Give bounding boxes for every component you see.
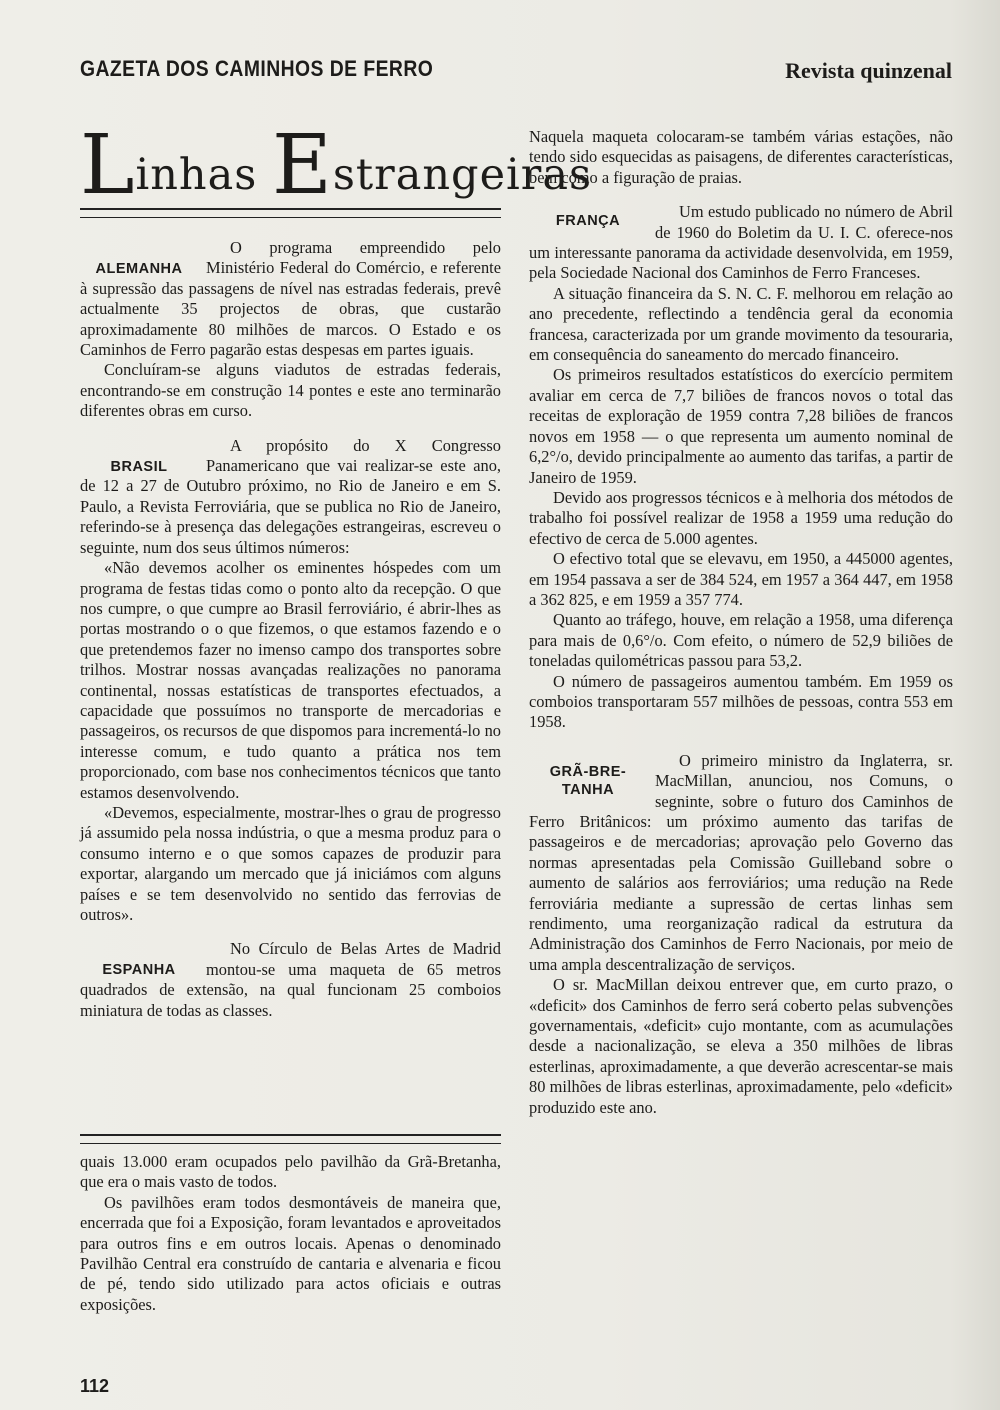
paragraph: Naquela maqueta colocaram-se também várias estações, não tendo sido esquecidas as paisagens, de diferentes características, bem como a figuração de praias. [529, 127, 953, 187]
country-label-alemanha: ALEMANHA [95, 261, 183, 277]
page-number: 112 [80, 1376, 110, 1396]
paragraph: Um estudo publicado no número de Abril de 1960 do Boletim da U. I. C. oferece-nos um interessante panorama da actividade desenvolvida, em 1959, pela Sociedade Nacional dos Caminhos de Ferro Franceses. [529, 202, 953, 283]
title-initial-e: E [271, 118, 333, 213]
paragraph: O sr. MacMillan deixou entrever que, em curto prazo, o «deficit» dos Caminhos de ferro será coberto pelas subvenções governamentais, «deficit» cujo montante, com as acumulações desde a nacionalização, se eleva a 350 milhões de libras esterlinas, aproximadamente, a que deverão acrescentar-se mais 80 milhões de libras esterlinas, aproximadamente, pelo «deficit» produzido este ano. [529, 975, 953, 1117]
country-label-line-2: TANHA [561, 781, 615, 798]
section-title [80, 118, 593, 213]
section-espanha [80, 939, 501, 1021]
title-part-1: inhas [135, 150, 272, 200]
running-header-title: GAZETA DOS CAMINHOS DE FERRO [80, 56, 434, 81]
paragraph: Os primeiros resultados estatísticos do exercício permitem avaliar em cerca de 7,7 biliões de francos novos o total das receitas de exploração de 1959 contra 7,28 biliões de francos novos em 1958 — o que representa um aumento nominal de 6,2°/o, devido principalmente ao aumento das tarifas, a partir de Janeiro de 1959. [529, 365, 953, 487]
paragraph: Concluíram-se alguns viadutos de estradas federais, encontrando-se em construção 14 pontes e este ano terminarão diferentes obras em curso. [80, 360, 501, 421]
section-alemanha [80, 238, 501, 422]
paragraph: O primeiro ministro da Inglaterra, sr. MacMillan, anunciou, nos Comuns, o segninte, sobre o futuro dos Caminhos de Ferro Britânicos: um próximo aumento das tarifas de passageiros e de mercadorias; aprovação pelo Governo das normas apresentadas pela Comissão Guilleband sobre o aumento de salários aos ferroviários; uma redução na Rede ferroviária mediante a supressão de certas linhas sem rendimento, uma reorganização radical da estrutura da Administração dos Caminhos de Ferro Nacionais, por meio de uma ampla descentralização de serviços. [529, 750, 953, 974]
paragraph: No Círculo de Belas Artes de Madrid montou-se uma maqueta de 65 metros quadrados de extensão, na qual funcionam 25 comboios miniatura de todas as classes. [80, 939, 501, 1020]
running-header-subtitle: Revista quinzenal [785, 58, 952, 83]
paragraph: A situação financeira da S. N. C. F. melhorou em relação ao ano precedente, reflectindo a tendência geral da economia francesa, caracterizada por um grande movimento da tesouraria, em consequência do saneamento do mercado financeiro. [529, 283, 953, 365]
left-column-bottom [80, 1152, 501, 1315]
country-label-line-1: GRÃ-BRE- [549, 763, 627, 780]
country-label-franca: FRANÇA [555, 213, 621, 230]
right-column [529, 127, 953, 1118]
country-label-brasil: BRASIL [110, 458, 168, 475]
section-gra-bretanha [529, 751, 953, 1118]
bottom-rule [80, 1134, 501, 1144]
paragraph: A propósito do X Congresso Panamericano que vai realizar-se este ano, de 12 a 27 de Outubro próximo, no Rio de Janeiro e em S. Paulo, a Revista Ferroviária, que se publica no Rio de Janeiro, referindo-se à presença das delegações estrangeiras, escreveu o seguinte, num dos seus últimos números: [80, 435, 501, 557]
title-initial-l: L [80, 118, 136, 213]
paragraph: Devido aos progressos técnicos e à melhoria dos métodos de trabalho foi possível realizar de 1958 a 1959 uma redução do efectivo de cerca de 5.000 agentes. [529, 487, 953, 548]
title-rule [80, 208, 501, 218]
paragraph: O efectivo total que se elevavu, em 1950, a 445000 agentes, em 1954 passava a ser de 384 524, em 1957 a 364 447, em 1958 a 362 825, e em 1959 a 357 774. [529, 549, 953, 609]
country-label-gra-bretanha [529, 763, 647, 799]
country-label-espanha: ESPANHA [102, 962, 176, 979]
section-franca [529, 202, 953, 733]
paragraph: Quanto ao tráfego, houve, em relação a 1958, uma diferença para mais de 0,6°/o. Com efeito, o número de 52,9 biliões de toneladas quilométricas passou para 53,2. [529, 610, 953, 671]
paragraph: quais 13.000 eram ocupados pelo pavilhão da Grã-Bretanha, que era o mais vasto de todos. [80, 1152, 501, 1192]
paragraph: «Não devemos acolher os eminentes hóspedes com um programa de festas tidas como o ponto alto da recepção. O que nos cumpre, o que cumpre ao Brasil ferroviário, é abrir-lhes as portas mostrando o o que fizemos, o que estamos fazendo e o que pretendemos fazer no imenso campo dos transportes sobre trilhos. Mostrar nossas avançadas realizações no panorama continental, nossas estatísticas de transportes efectuados, a capacidade que possuímos no transporte de mercadorias e passageiros, os recursos de que dispomos para incrementá-lo no interesse comum, e tudo quanto a prática nos tem proporcionado, com base nos conhecimentos técnicos que tanto estamos desenvolvendo. [80, 558, 501, 802]
paragraph: Os pavilhões eram todos desmontáveis de maneira que, encerrada que foi a Exposição, foram levantados e aproveitados para outros fins e em outros locais. Apenas o denominado Pavilhão Central era construído de cantaria e alvenaria e ficou de pé, tendo sido utilizado para actos oficiais e outras exposições. [80, 1192, 501, 1314]
title-part-2: strangeiras [332, 150, 593, 200]
paragraph: «Devemos, especialmente, mostrar-lhes o grau de progresso já assumido pela nossa indústria, o que a mesma produz para o consumo interno e o que somos capazes de produzir para exportar, alargando um mercado que já iniciámos com alguns países e se tem desenvolvido no sentido das ferrovias de outros». [80, 802, 501, 924]
section-brasil [80, 436, 501, 926]
paragraph: O programa empreendido pelo Ministério Federal do Comércio, e referente à supressão das passagens de nível nas estradas federais, prevê actualmente 35 projectos de obras, que custarão aproximadamente 80 milhões de marcos. O Estado e os Caminhos de Ferro pagarão estas despesas em partes iguais. [80, 238, 501, 360]
paragraph: O número de passageiros aumentou também. Em 1959 os comboios transportaram 557 milhões de pessoas, contra 553 em 1958. [529, 671, 953, 732]
left-column [80, 238, 501, 1021]
